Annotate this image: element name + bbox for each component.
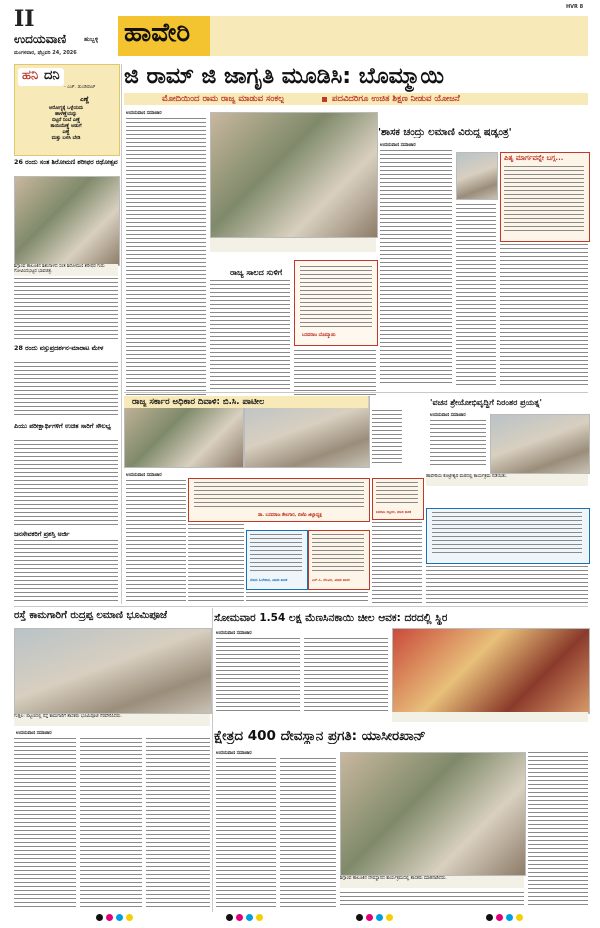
left-item-3-body: [14, 440, 118, 526]
left-item-1-headline: 26 ರಂದು ಸಂತ ಶಿರೋಮಣಿ ಶರೀಫರ ರಥೋತ್ಸವ: [14, 158, 118, 166]
rasthe-headline: ರಸ್ತೆ ಕಾಮಗಾರಿಗೆ ರುದ್ರಪ್ಪ ಲಮಾಣಿ ಭೂಮಿಪೂಜೆ: [14, 610, 168, 621]
kshetra-headline: ಕ್ಷೇತ್ರದ 400 ದೇವಸ್ಥಾನ ಪ್ರಗತಿ: ಯಾಸೀರಖಾನ್: [214, 728, 426, 744]
somavara-body-col-1: [216, 638, 300, 712]
hanidani-author: - ಎಚ್. ಡುಂಡಿರಾಜ್: [64, 85, 96, 90]
lead-section-head: ರಾಜ್ಯ ಸಾಲದ ಸುಳಿಗೆ: [230, 268, 283, 277]
kshetra-body-col-1: [216, 758, 276, 908]
reg-dot: [116, 914, 123, 921]
right-box-title: ಪಿತೃ ಮಾರ್ಗವನ್ನೇ ಬಗ್ಗ...: [504, 154, 564, 162]
left-item-3-headline: ಪಿಯು ಪರೀಕ್ಷಾರ್ಥಿಗಳಿಗೆ ಉಚಿತ ಸಾರಿಗೆ ಸೌಲಭ್ಯ: [14, 422, 111, 430]
edition-name: ಹುಬ್ಬಳ್ಳಿ: [84, 36, 99, 43]
vachana-blue-text: [432, 512, 582, 554]
mid-side-note: [372, 410, 402, 466]
lead-photo-caption: [210, 238, 376, 252]
lead-headline: ಜಿ ರಾಮ್ ಜಿ ಜಾಗೃತಿ ಮೂಡಿಸಿ: ಬೊಮ್ಮಾಯಿ: [124, 64, 444, 89]
somavara-caption: [392, 712, 588, 722]
section-divider-1: [124, 392, 588, 393]
reg-dot: [506, 914, 513, 921]
reg-dot: [516, 914, 523, 921]
vachana-body-col-2: [426, 566, 588, 604]
page-tag: HVR 8: [566, 4, 584, 10]
reg-dot: [106, 914, 113, 921]
left-item-1-body: [14, 278, 118, 340]
reg-dot: [356, 914, 363, 921]
reg-dot: [376, 914, 383, 921]
rasthe-body-col-2: [80, 738, 142, 908]
right-headline: 'ಶಾಸಕ ಚಂದ್ರು ಲಮಾಣಿ ವಿರುದ್ಧ ಷಡ್ಯಂತ್ರ': [378, 127, 512, 138]
rasthe-body-col-3: [146, 738, 210, 908]
right-byline: ಉದಯವಾಣಿ ಸಮಾಚಾರ: [380, 143, 416, 148]
kshetra-caption: ಶಿಗ್ಗಾಂವ ತಾಲೂಕಿನ ದೇವಸ್ಥಾನದ ಕಾರ್ಯಕ್ರಮದಲ್ಲಿ ಶಾಸಕರು ಮಾತನಾಡಿದರು.: [340, 876, 524, 888]
sharif-caption: ಶಿಗ್ಗಾಂವ ತಾಲೂಕಿನ ಶಿಶುನಾಳದ ಸಂತ ಶಿರೋಮಣಿ ಶರೀಫರ ಗುರು ಗೋವಿಂದಭಟ್ಟರ ಭಾವಚಿತ್ರ.: [14, 264, 118, 276]
somavara-body-col-2: [304, 638, 388, 712]
reg-dot: [486, 914, 493, 921]
hanidani-title-a: ಹನಿ: [22, 68, 39, 83]
section-divider-2: [14, 606, 588, 607]
vachana-caption: ಹಾವೇರಿಯ ಕೊಟ್ರೇಶ್ವರ ಮಠದಲ್ಲಿ ಕಾರ್ಯಕ್ರಮ ನಡೆಯಿತು.: [426, 474, 588, 486]
reg-dot: [256, 914, 263, 921]
mid-quote-blue-byline: ನೆಹರು ಓಲೇಕಾರ, ಮಾಜಿ ಶಾಸಕ: [250, 578, 288, 582]
bottom-column-divider: [212, 608, 213, 912]
lead-body-col-1: [126, 118, 206, 396]
mid-quote-red-byline: ಡಾ. ಬಸವರಾಜ ಕೇಲಗಾರ, ಬಿಜೆಪಿ ಜಿಲ್ಲಾಧ್ಯಕ್ಷ: [258, 513, 322, 518]
vachana-byline: ಉದಯವಾಣಿ ಸಮಾಚಾರ: [430, 413, 466, 418]
reg-dot: [236, 914, 243, 921]
rasthe-body-col-1: [14, 738, 76, 908]
paper-name: ಉದಯವಾಣಿ: [14, 32, 67, 46]
lead-byline: ಉದಯವಾಣಿ ಸಮಾಚಾರ: [126, 111, 162, 116]
right-box-text: [504, 166, 584, 234]
left-item-4-body: [14, 540, 118, 602]
page-numeral: II: [14, 6, 35, 32]
poem-line: ತಾಯಿಯೆಣ್ಣೆ ಅಡುಗೆ: [50, 124, 82, 129]
poem-line: ಆರೋಗ್ಯಕ್ಕೆ ಒಳ್ಳೆಯದು: [48, 106, 84, 111]
kshetra-photo: [340, 752, 526, 876]
masthead: [0, 0, 600, 62]
lead-quote-text: [300, 266, 372, 328]
vachana-photo: [490, 414, 590, 474]
right-body-col-3: [500, 244, 588, 386]
subhead-square: [322, 97, 327, 102]
right-portrait: [456, 152, 498, 200]
masthead-band: [210, 16, 588, 56]
right-body-col-2: [456, 204, 496, 386]
poem-line: ಹಾಳೆಣ್ಣೆಯನ್ನು: [55, 112, 77, 117]
mid-quote-red-2-text: [312, 534, 364, 572]
lead-photo: [210, 112, 378, 238]
lead-quote-byline: ಬಸವರಾಜ ಬೊಮ್ಮಾಯಿ: [302, 333, 336, 338]
vachana-headline: 'ವಚನ ಶ್ರೇಯೋಭಿವೃದ್ಧಿಗೆ ನಿರಂತರ ಪ್ರಯತ್ನ': [430, 398, 542, 407]
reg-dot: [366, 914, 373, 921]
reg-dot: [126, 914, 133, 921]
reg-dot: [496, 914, 503, 921]
lead-subhead-b: ಪದವಿದರಿಗೂ ಉಚಿತ ಶಿಕ್ಷಣ ನೀಡುವ ಯೋಜನೆ: [332, 94, 460, 104]
poem-line: ಎಣ್ಣೆ: [62, 130, 70, 135]
lead-body-col-2: [210, 280, 290, 396]
somavara-headline: ಸೋಮವಾರ 1.54 ಲಕ್ಷ ಮೆಣಸಿನಕಾಯಿ ಚೀಲ ಆವಕ: ದರದಲ್ಲಿ ಸ್ಥಿರ: [214, 612, 448, 624]
mid-quote-right-text: [376, 482, 418, 506]
rasthe-caption: ಗುತ್ತಲ: ಪಟ್ಟಣದಲ್ಲಿ ರಸ್ತೆ ಕಾಮಗಾರಿಗೆ ಶಾಸಕರು ಭೂಮಿಪೂಜೆ ನೆರವೇರಿಸಿದರು.: [14, 714, 210, 726]
left-item-2-body: [14, 362, 118, 418]
reg-dot: [246, 914, 253, 921]
reg-dot: [386, 914, 393, 921]
mid-quote-blue-text: [250, 534, 302, 572]
rasthe-byline: ಉದಯವಾಣಿ ಸಮಾಚಾರ: [16, 731, 52, 736]
mid-body-col-1: [126, 480, 186, 604]
mid-headline: ರಾಜ್ಯ ಸರ್ಕಾರ ಅಧಿಕಾರ ದಿವಾಳಿ: ಬಿ.ಸಿ. ಪಾಟೀಲ: [132, 397, 265, 407]
left-item-4-headline: ಜನಸೇವಕರಿಗೆ ಪ್ರಶಸ್ತಿ ಅರ್ಜಿ: [14, 530, 70, 538]
left-item-2-headline: 28 ರಂದು ವಸ್ತುಪ್ರದರ್ಶನ-ಮಾರಾಟ ಮೇಳ: [14, 344, 104, 352]
mid-quote-red-text: [194, 482, 364, 510]
somavara-byline: ಉದಯವಾಣಿ ಸಮಾಚಾರ: [216, 631, 252, 636]
sharif-photo: [14, 176, 120, 266]
poem-line: ಮತ್ತು ಬಳಸಿ ಬೇಡಿ: [51, 136, 81, 141]
left-column-divider: [121, 64, 122, 604]
date-line: ಮಂಗಳವಾರ, ಫೆಬ್ರವರಿ 24, 2026: [14, 50, 77, 56]
mid-body-col-2: [188, 524, 244, 604]
hanidani-poem-title: ಎಣ್ಣೆ: [80, 96, 90, 103]
vachana-body-col-1: [430, 420, 486, 466]
mid-byline: ಉದಯವಾಣಿ ಸಮಾಚಾರ: [126, 473, 162, 478]
kshetra-byline: ಉದಯವಾಣಿ ಸಮಾಚಾರ: [216, 751, 252, 756]
poem-line: ಬಿಟ್ಟರೆ ನಿಂಬೆ ಎಣ್ಣೆ: [51, 118, 81, 123]
reg-dot: [226, 914, 233, 921]
mid-body-col-3: [246, 592, 368, 604]
kshetra-body-col-3: [340, 892, 524, 908]
lead-subhead-a: ಮೋದಿಯಿಂದ ರಾಮ ರಾಜ್ಯ ಮಾಡುವ ಸಂಕಲ್ಪ: [162, 94, 285, 104]
reg-dot: [96, 914, 103, 921]
rasthe-photo: [14, 628, 212, 714]
mid-quote-red-2-byline: ಎಸ್.ಸಿ. ನೆಲವಿಗಿ, ಮಾಜಿ ಶಾಸಕ: [312, 578, 350, 582]
hanidani-title-b: ದನಿ: [44, 68, 60, 83]
kshetra-body-col-2: [280, 758, 336, 908]
mid-quote-right-byline: ಶಿವರಾಜ ಸಜ್ಜನರ, ಮಾಜಿ ಶಾಸಕ: [376, 510, 412, 514]
kshetra-body-col-4: [528, 752, 588, 908]
district-title: ಹಾವೇರಿ: [124, 18, 191, 48]
right-body-col-1: [380, 150, 452, 386]
hanidani-poem: [20, 106, 112, 142]
mid-body-col-4: [372, 522, 422, 604]
lead-body-col-3: [294, 350, 376, 396]
somavara-photo: [392, 628, 590, 714]
